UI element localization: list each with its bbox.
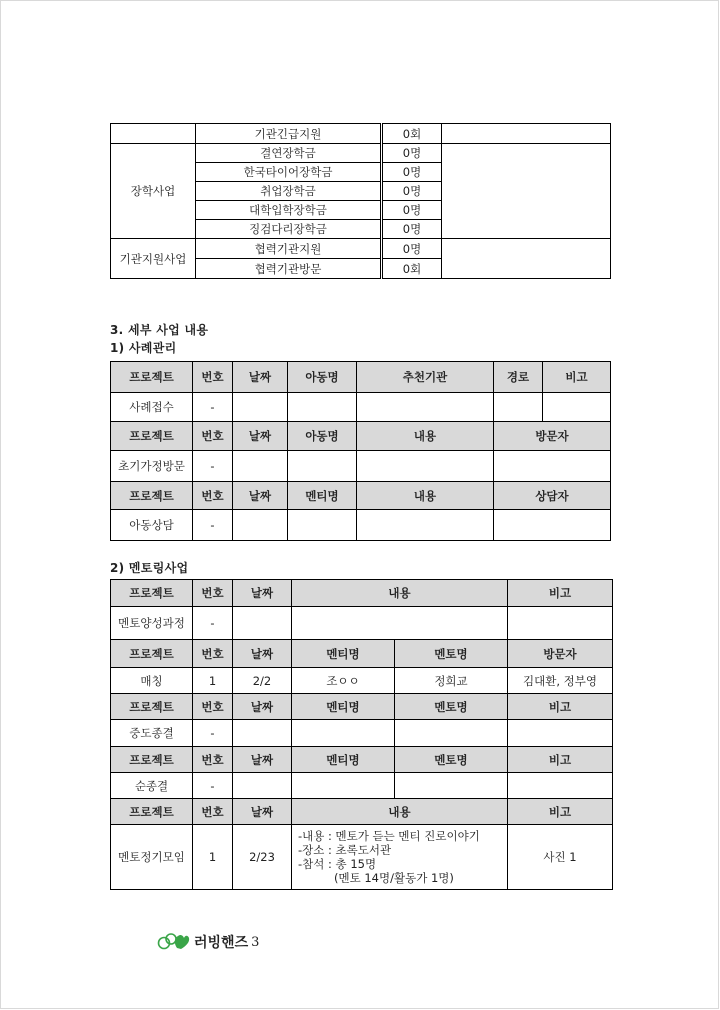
header-cell: 프로젝트 [111,694,193,720]
item-cell: 징검다리장학금 [196,220,382,239]
project-cell: 중도종결 [111,720,193,747]
item-cell: 기관긴급지원 [196,124,382,144]
header-cell: 프로젝트 [111,747,193,773]
category-cell: 장학사업 [111,144,196,239]
header-cell: 프로젝트 [111,362,193,393]
subsection-heading-case: 1) 사례관리 [110,341,177,355]
brand-name: 러빙핸즈 [194,935,249,951]
logo-hands-icon [157,932,191,952]
count-cell: 0명 [382,220,442,239]
summary-table [110,123,611,279]
note-cell [442,239,611,279]
header-cell: 경로 [494,362,543,393]
category-cell: 기관지원사업 [111,239,196,279]
header-cell: 프로젝트 [111,482,193,510]
header-cell: 비고 [508,694,613,720]
date-cell: 2/2 [233,668,292,694]
number-cell: - [193,720,233,747]
number-cell: - [193,607,233,640]
header-cell: 번호 [193,747,233,773]
header-cell: 상담자 [494,482,611,510]
item-cell: 협력기관지원 [196,239,382,259]
count-cell: 0명 [382,239,442,259]
note-cell [442,124,611,144]
header-row [111,422,611,451]
header-cell: 멘티명 [288,482,357,510]
header-cell: 아동명 [288,362,357,393]
content-line: -참석 : 총 15명 [298,857,377,871]
header-cell: 날짜 [233,482,288,510]
number-cell: - [193,510,233,541]
note-cell [442,144,611,239]
project-cell: 사례접수 [111,393,193,422]
footer [157,932,259,952]
header-cell: 멘티명 [292,694,395,720]
content-line: -장소 : 초록도서관 [298,843,392,857]
content-line: (멘토 14명/활동가 1명) [334,871,454,885]
count-cell: 0회 [382,124,442,144]
item-cell: 취업장학금 [196,182,382,201]
category-cell [111,124,196,144]
header-cell: 날짜 [233,580,292,607]
header-row [111,799,613,825]
section-heading: 3. 세부 사업 내용 [110,323,209,337]
project-cell: 매칭 [111,668,193,694]
header-cell: 날짜 [233,747,292,773]
project-cell: 아동상담 [111,510,193,541]
header-cell: 내용 [357,422,494,451]
project-cell: 순종결 [111,773,193,799]
project-cell: 멘토정기모임 [111,825,193,890]
header-cell: 멘토명 [395,747,508,773]
header-cell: 프로젝트 [111,799,193,825]
table-row [111,668,613,694]
table-row [111,607,613,640]
count-cell: 0명 [382,182,442,201]
page-number: 3 [251,934,260,950]
item-cell: 협력기관방문 [196,259,382,279]
header-cell: 비고 [543,362,611,393]
number-cell: 1 [193,668,233,694]
number-cell: - [193,451,233,482]
project-cell: 멘토양성과정 [111,607,193,640]
item-cell: 한국타이어장학금 [196,163,382,182]
header-row [111,640,613,668]
header-cell: 번호 [193,694,233,720]
number-cell: - [193,393,233,422]
header-cell: 프로젝트 [111,422,193,451]
table-row [111,773,613,799]
mentor-cell: 정희교 [395,668,508,694]
header-cell: 프로젝트 [111,640,193,668]
header-cell: 번호 [193,799,233,825]
header-cell: 날짜 [233,362,288,393]
note-cell: 사진 1 [508,825,613,890]
header-cell: 추천기관 [357,362,494,393]
visitor-cell: 김대환, 정부영 [508,668,613,694]
header-cell: 멘티명 [292,747,395,773]
table-row [111,124,611,144]
number-cell: - [193,773,233,799]
header-row [111,482,611,510]
count-cell: 0명 [382,163,442,182]
header-cell: 방문자 [508,640,613,668]
content-cell [292,825,508,890]
table-row [111,825,613,890]
mentoring-table [110,579,613,890]
header-cell: 방문자 [494,422,611,451]
header-row [111,580,613,607]
case-management-table [110,361,611,541]
subsection-heading-mentoring: 2) 멘토링사업 [110,561,189,575]
content-line: -내용 : 멘토가 듣는 멘티 진로이야기 [298,829,480,843]
header-row [111,362,611,393]
table-row [111,144,611,163]
table-row [111,720,613,747]
header-cell: 멘토명 [395,640,508,668]
header-cell: 번호 [193,362,233,393]
table-row [111,451,611,482]
header-cell: 멘토명 [395,694,508,720]
header-cell: 아동명 [288,422,357,451]
header-cell: 번호 [193,580,233,607]
header-cell: 비고 [508,747,613,773]
project-cell: 초기가정방문 [111,451,193,482]
count-cell: 0명 [382,201,442,220]
header-row [111,747,613,773]
header-cell: 번호 [193,422,233,451]
header-cell: 멘티명 [292,640,395,668]
header-cell: 날짜 [233,640,292,668]
header-cell: 비고 [508,799,613,825]
table-row [111,239,611,259]
header-cell: 번호 [193,482,233,510]
header-cell: 날짜 [233,799,292,825]
date-cell: 2/23 [233,825,292,890]
header-cell: 내용 [292,799,508,825]
mentee-cell: 조ㅇㅇ [292,668,395,694]
item-cell: 대학입학장학금 [196,201,382,220]
header-cell: 프로젝트 [111,580,193,607]
count-cell: 0회 [382,259,442,279]
header-cell: 번호 [193,640,233,668]
item-cell: 결연장학금 [196,144,382,163]
number-cell: 1 [193,825,233,890]
header-row [111,694,613,720]
header-cell: 날짜 [233,694,292,720]
table-row [111,393,611,422]
header-cell: 날짜 [233,422,288,451]
count-cell: 0명 [382,144,442,163]
header-cell: 내용 [292,580,508,607]
table-row [111,510,611,541]
header-cell: 내용 [357,482,494,510]
header-cell: 비고 [508,580,613,607]
